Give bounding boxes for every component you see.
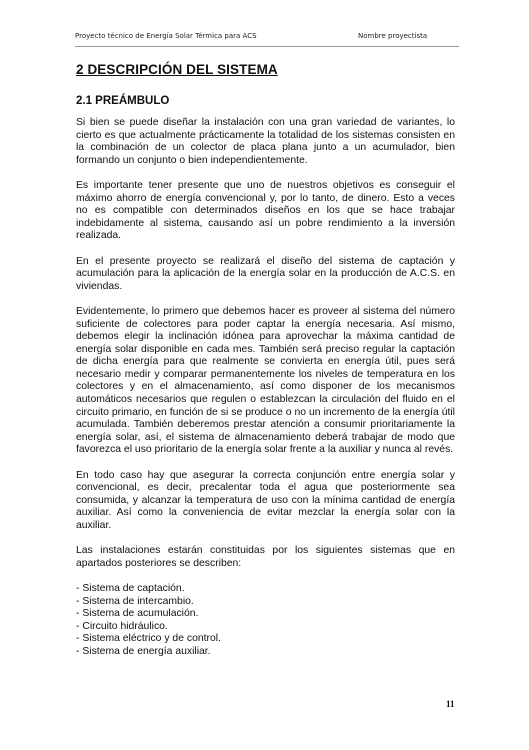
list-item: - Sistema eléctrico y de control. [76, 633, 221, 645]
header-author: Nombre proyectista [358, 32, 428, 40]
systems-list [76, 583, 455, 659]
header-divider [75, 46, 459, 47]
paragraph: Evidentemente, lo primero que debemos hacer es proveer al sistema del número suficiente de colectores para poder captar la energía necesaria. Así mismo, debemos elegir la inclinación idónea para aprovechar la máxima cantidad de energía solar disponible en cada mes. También será preciso regular la captación de dicha energía para que realmente se convierta en energía útil, pues será necesario medir y comparar permanentemente los niveles de temperatura en los colectores y en el almacenamiento, así como disponer de los mecanismos automáticos necesarios que regulen o establezcan la circulación del fluido en el circuito primario, en función de si se produce o no un incremento de la energía útil acumulada. También deberemos prestar atención a consumir prioritariamente la energía solar, así, el sistema de almacenamiento deberá trabajar de modo que favorezca el uso prioritario de la energía solar frente a la auxiliar y nunca al revés. [76, 305, 455, 456]
list-item: - Sistema de intercambio. [76, 595, 194, 607]
list-item: - Sistema de acumulación. [76, 608, 199, 620]
list-item: - Sistema de energía auxiliar. [76, 645, 211, 657]
paragraph: Si bien se puede diseñar la instalación con una gran variedad de variantes, lo cierto es que actualmente prácticamente la totalidad de los sistemas consisten en la combinación de un colector de placa plana junto a un acumulador, bien formando un conjunto o bien independientemente. [76, 117, 455, 166]
subsection-title: 2.1 PREÁMBULO [76, 95, 170, 107]
header-project-title: Proyecto técnico de Energía Solar Térmica para ACS [75, 32, 257, 40]
section-title: 2 DESCRIPCIÓN DEL SISTEMA [76, 62, 278, 77]
paragraph: Es importante tener presente que uno de nuestros objetivos es conseguir el máximo ahorro de energía convencional y, por lo tanto, de dinero. Esto a veces no es compatible con determinados diseños en los que se hace trabajar indebidamente al sistema, causando así un pobre rendimiento a la inversión realizada. [76, 179, 455, 242]
page-number: 11 [446, 699, 455, 709]
paragraph: Las instalaciones estarán constituidas por los siguientes sistemas que en apartados posteriores se describen: [76, 545, 455, 569]
document-body [76, 117, 455, 659]
paragraph: En el presente proyecto se realizará el diseño del sistema de captación y acumulación para la aplicación de la energía solar en la producción de A.C.S. en viviendas. [76, 255, 455, 292]
paragraph: En todo caso hay que asegurar la correcta conjunción entre energía solar y convencional, es decir, precalentar toda el agua que posteriormente sea consumida, y alcanzar la temperatura de uso con la mínima cantidad de energía auxiliar. Así como la conveniencia de evitar mezclar la energía solar con la auxiliar. [76, 469, 455, 531]
list-item: - Circuito hidráulico. [76, 620, 168, 632]
list-item: - Sistema de captación. [76, 582, 185, 594]
